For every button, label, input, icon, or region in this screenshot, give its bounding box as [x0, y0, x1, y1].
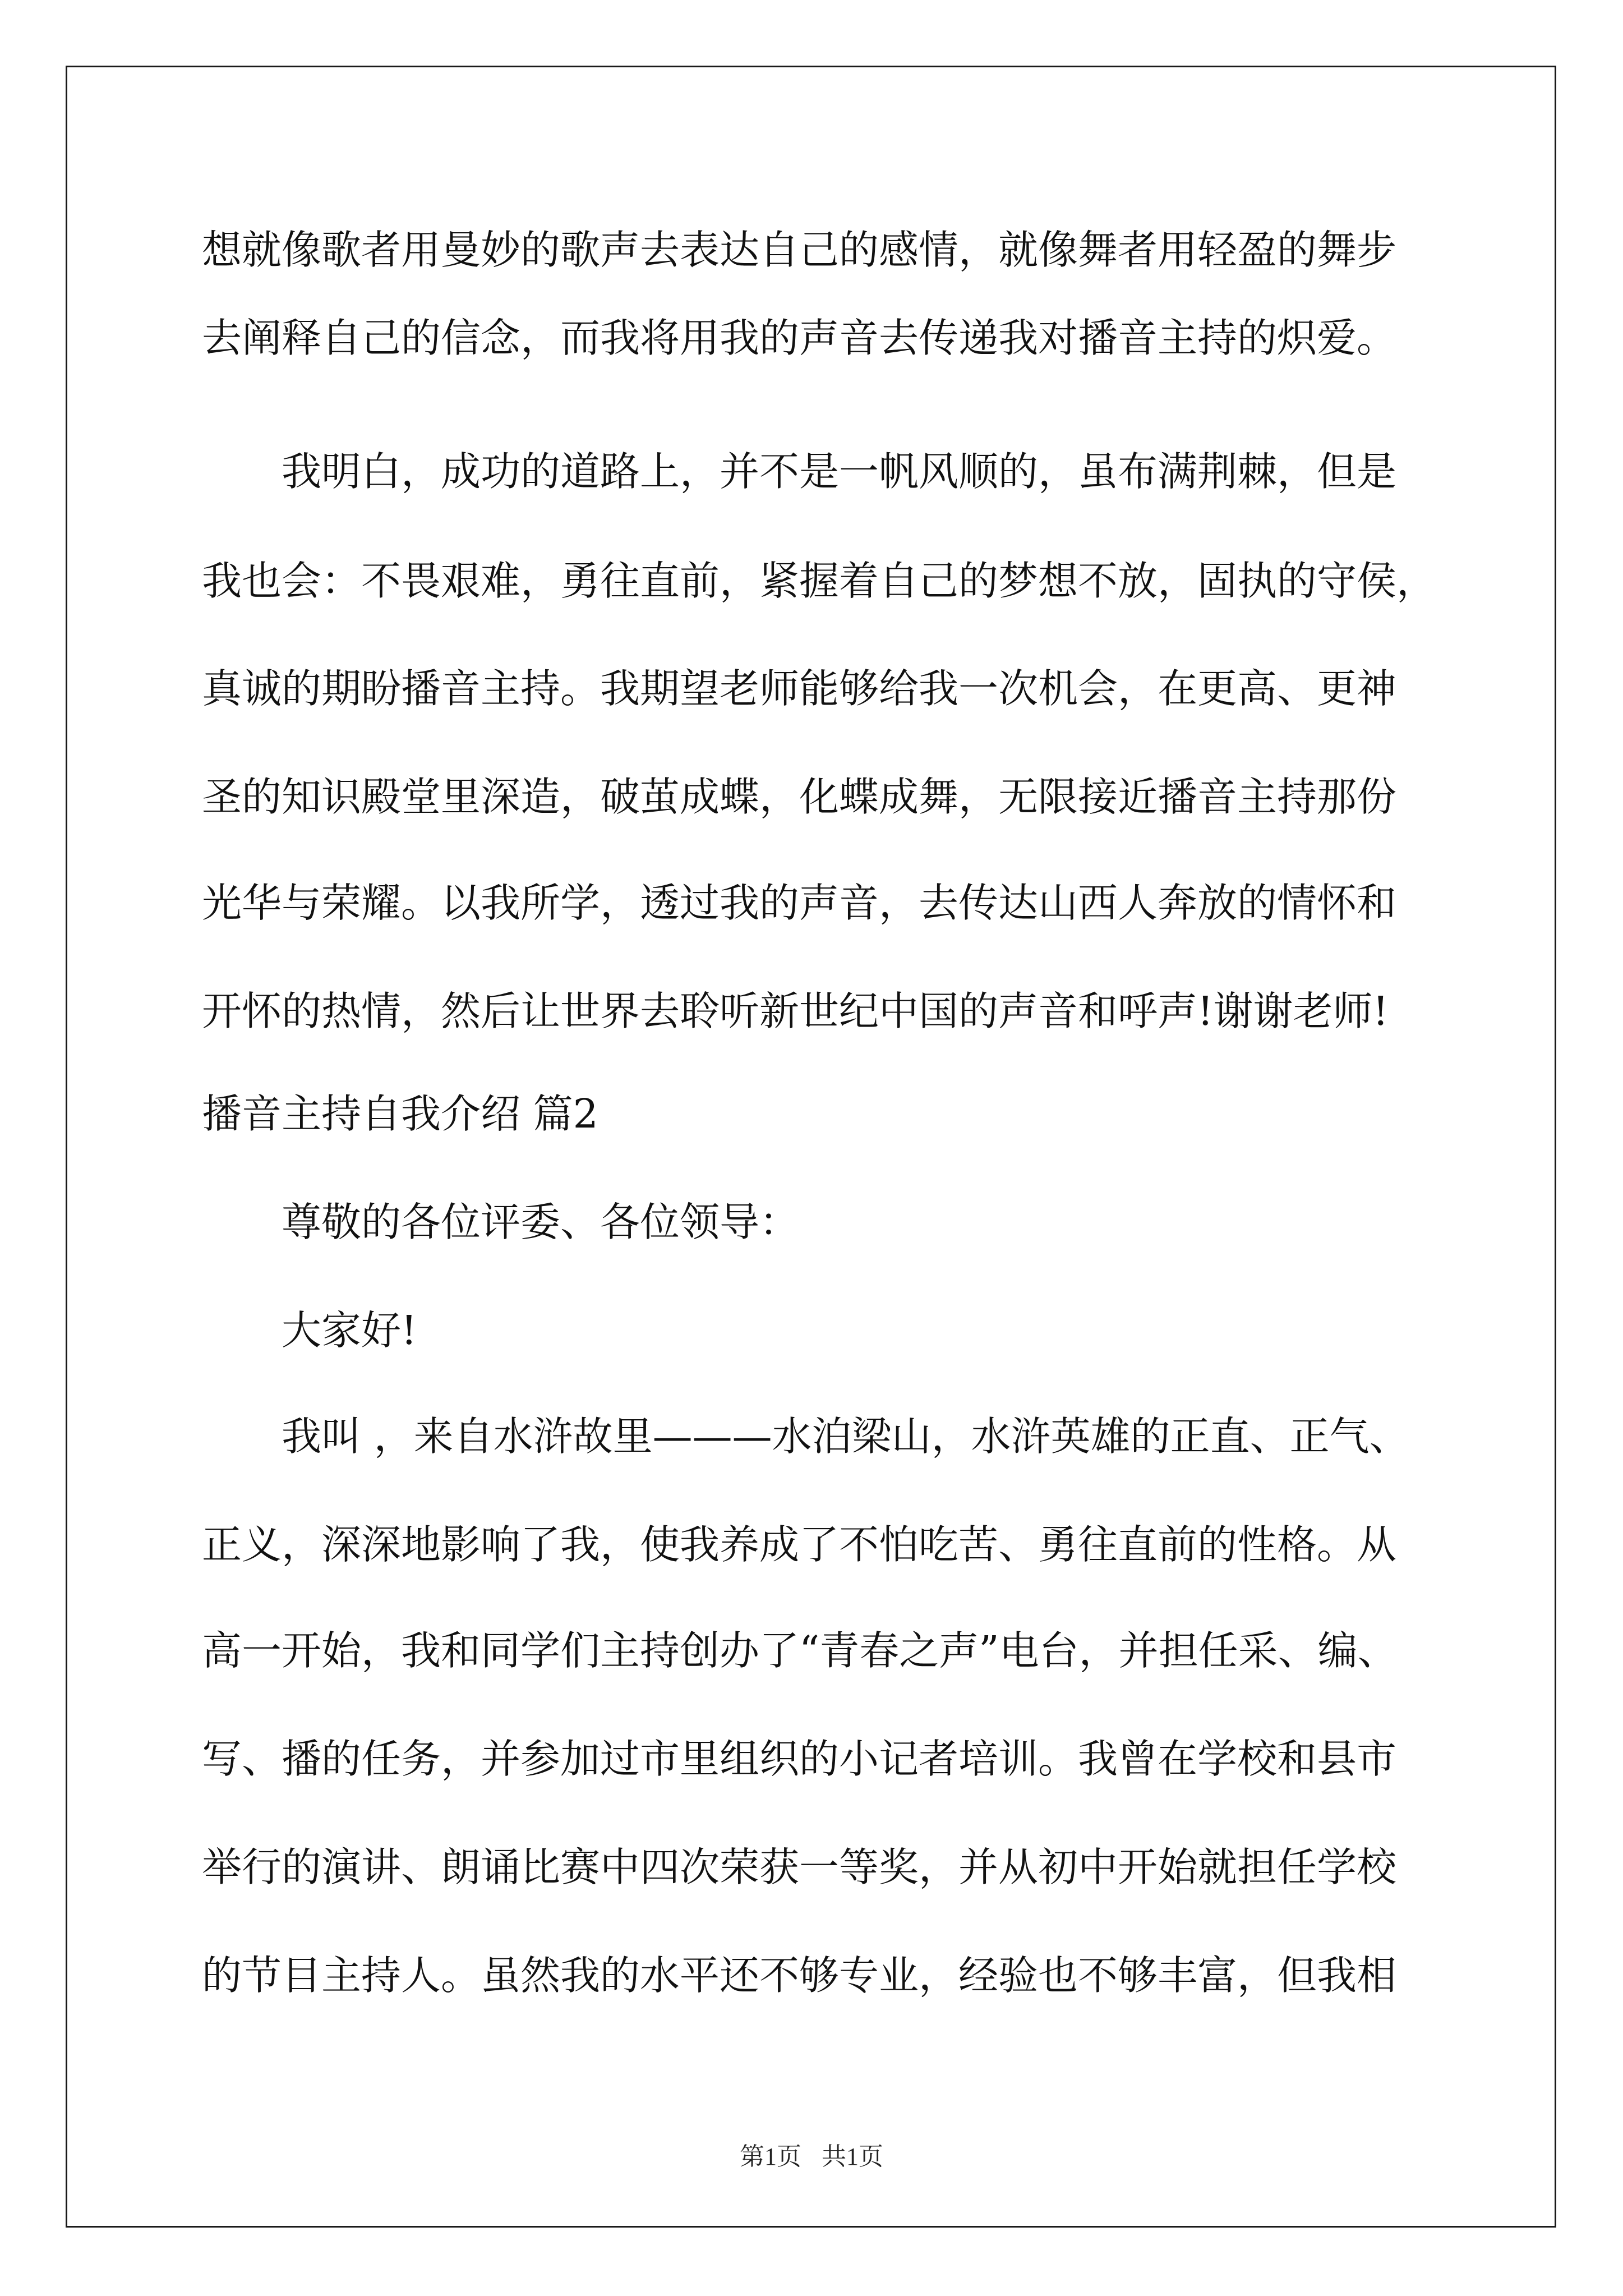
- text-line: 我也会：不畏艰难，勇往直前，紧握着自己的梦想不放，固执的守侯，: [202, 558, 1437, 604]
- text-line: 正义，深深地影响了我，使我养成了不怕吃苦、勇往直前的性格。从: [202, 1521, 1397, 1568]
- section-heading: 播音主持自我介绍 篇2: [202, 1091, 598, 1137]
- text-line: 写、播的任务，并参加过市里组织的小记者培训。我曾在学校和县市: [202, 1736, 1397, 1782]
- text-line: 去阐释自己的信念，而我将用我的声音去传递我对播音主持的炽爱。: [202, 315, 1397, 361]
- page-number: 第1页: [740, 2143, 801, 2170]
- text-line: 真诚的期盼播音主持。我期望老师能够给我一次机会，在更高、更神: [202, 665, 1397, 712]
- text-line: 的节目主持人。虽然我的水平还不够专业，经验也不够丰富，但我相: [202, 1952, 1397, 1999]
- text-line: 光华与荣耀。以我所学，透过我的声音，去传达山西人奔放的情怀和: [202, 880, 1397, 926]
- greeting: 大家好!: [282, 1307, 417, 1354]
- page-footer: [0, 2136, 1623, 2172]
- text-line: 开怀的热情，然后让世界去聆听新世纪中国的声音和呼声!谢谢老师!: [202, 988, 1389, 1034]
- text-line: 举行的演讲、朗诵比赛中四次荣获一等奖，并从初中开始就担任学校: [202, 1844, 1397, 1890]
- page-border: [66, 66, 1556, 2228]
- page-count: 共1页: [822, 2143, 883, 2170]
- salutation: 尊敬的各位评委、各位领导：: [282, 1199, 800, 1245]
- text-line: 圣的知识殿堂里深造，破茧成蝶，化蝶成舞，无限接近播音主持那份: [202, 774, 1397, 820]
- text-line: 我叫 ，来自水浒故里———水泊梁山，水浒英雄的正直、正气、: [282, 1413, 1409, 1460]
- text-line: 想就像歌者用曼妙的歌声去表达自己的感情，就像舞者用轻盈的舞步: [202, 227, 1397, 273]
- text-line: 我明白，成功的道路上，并不是一帆风顺的，虽布满荆棘，但是: [282, 448, 1397, 495]
- text-line: 高一开始，我和同学们主持创办了“青春之声”电台，并担任采、编、: [202, 1627, 1398, 1674]
